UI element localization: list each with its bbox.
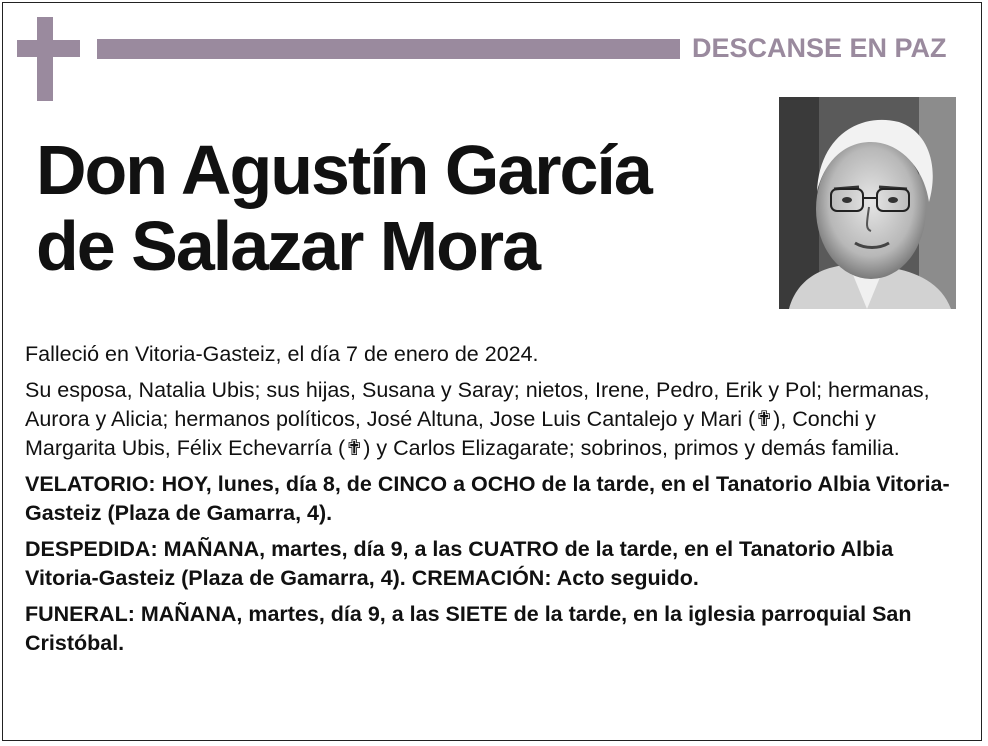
despedida-info: DESPEDIDA: MAÑANA, martes, día 9, a las CUATRO de la tarde, en el Tanatorio Albia Vitoria-Gasteiz (Plaza de Gamarra, 4). CREMACIÓN: Acto seguido. <box>25 537 894 590</box>
funeral-info: FUNERAL: MAÑANA, martes, día 9, a las SIETE de la tarde, en la iglesia parroquial San Cristóbal. <box>25 602 912 655</box>
deceased-name-line2: de Salazar Mora <box>36 207 539 285</box>
latin-cross-icon <box>37 17 53 101</box>
header-label: DESCANSE EN PAZ <box>692 33 947 63</box>
family-list: Su esposa, Natalia Ubis; sus hijas, Susana y Saray; nietos, Irene, Pedro, Erik y Pol; hermanas, Aurora y Alicia; hermanos políticos, José Altuna, Jose Luis Cantalejo y Mari (✟), Conchi y Margarita Ubis, Félix Echevarría (✟) y Carlos Elizagarate; sobrinos, primos y demás familia. <box>25 378 930 460</box>
death-notice: Falleció en Vitoria-Gasteiz, el día 7 de enero de 2024. <box>25 342 539 366</box>
deceased-name-line1: Don Agustín García <box>36 131 651 209</box>
velatorio-info: VELATORIO: HOY, lunes, día 8, de CINCO a OCHO de la tarde, en el Tanatorio Albia Vitoria-Gasteiz (Plaza de Gamarra, 4). <box>25 472 950 525</box>
latin-cross-icon-arm <box>17 40 80 57</box>
portrait-illustration <box>779 97 956 309</box>
portrait-photo <box>779 97 956 309</box>
header-divider-bar <box>97 39 680 59</box>
deceased-name <box>36 132 756 284</box>
notice-body <box>25 340 970 665</box>
